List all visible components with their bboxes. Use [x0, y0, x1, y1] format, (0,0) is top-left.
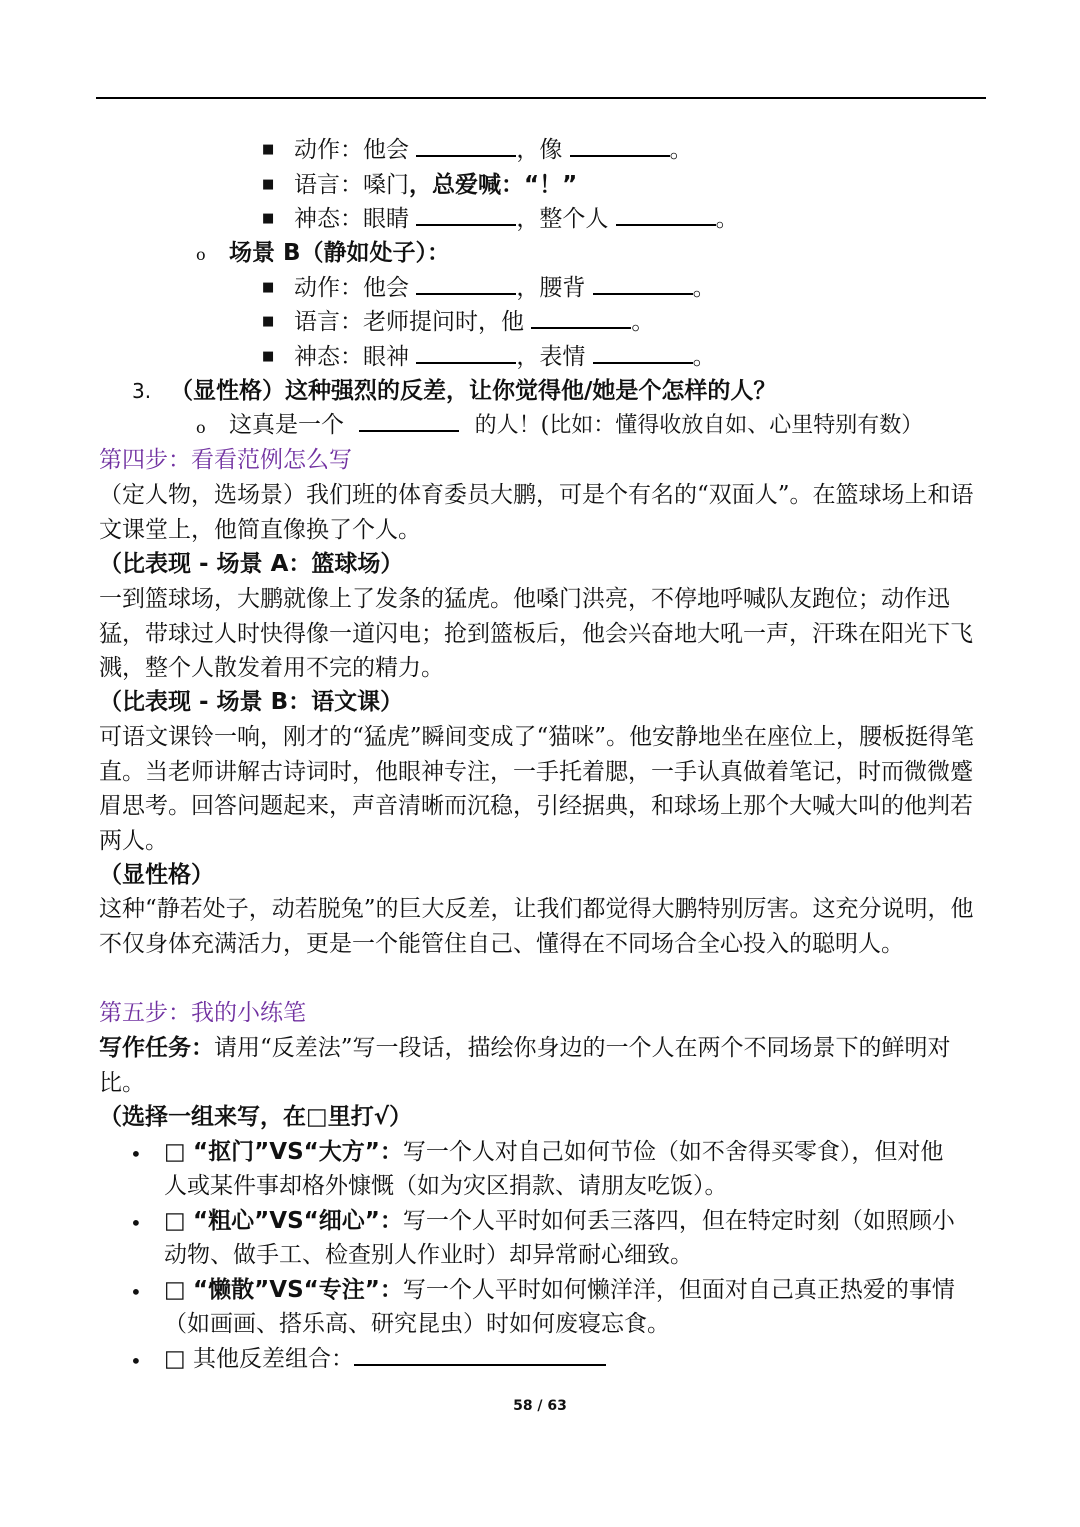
step4-paragraph-3: 可语文课铃一响，刚才的“猛虎”瞬间变成了“猫咪”。他安静地坐在座位上，腰板挺得笔直。当老师讲解古诗词时，他眼神专注，一手托着腮，一手认真做着笔记，时而微微蹙眉思考。回答问题起来，声音清晰而沉稳，引经据典，和球场上那个大喊大叫的他判若两人。	[99, 724, 975, 854]
item3-answer-pre: 这真是一个	[229, 412, 344, 438]
option-1-line-1	[164, 1135, 943, 1169]
option-3-line-1	[164, 1273, 955, 1307]
step5-task	[99, 1031, 984, 1100]
circle-bullet-icon: o	[196, 418, 206, 437]
option-1-line-2: 人或某件事却格外慷慨（如为灾区捐款、请朋友吃饭）。	[164, 1173, 728, 1199]
punct: 。	[715, 206, 739, 232]
punct: 。	[631, 309, 655, 335]
square-bullet-icon: ■	[262, 314, 275, 329]
scene-a-speech-line	[294, 168, 577, 202]
option-4-line	[164, 1342, 606, 1376]
checkbox-icon[interactable]: □	[164, 1346, 186, 1372]
item3-answer-post: 的人！(比如：懂得收放自如、心里特别有数）	[474, 413, 924, 438]
blank-line[interactable]	[593, 340, 693, 364]
scene-b-action-label: 动作：他会	[294, 275, 409, 301]
scene-b-speech-line	[294, 305, 654, 339]
checkbox-icon[interactable]: □	[164, 1208, 186, 1234]
step5-choose-instruction: （选择一组来写，在□里打√）	[99, 1104, 413, 1130]
option-2-text: 写一个人平时如何丢三落四，但在特定时刻（如照顾小	[402, 1208, 955, 1234]
item3-question: （显性格）这种强烈的反差，让你觉得他/她是个怎样的人？	[170, 378, 777, 404]
blank-line[interactable]	[416, 133, 516, 157]
scene-a-action-label: 动作：他会	[294, 137, 409, 163]
step4-paragraph-4: 这种“静若处子，动若脱兔”的巨大反差，让我们都觉得大鹏特别厉害。这充分说明，他不仅身体充满活力，更是一个能管住自己、懂得在不同场合全心投入的聪明人。	[99, 896, 974, 957]
scene-a-action-mid: ，像	[516, 137, 563, 163]
blank-line[interactable]	[359, 408, 459, 432]
blank-line[interactable]	[416, 271, 516, 295]
scene-a-speech-bold: ，总爱喊：“！”	[409, 172, 578, 198]
blank-line[interactable]	[593, 271, 693, 295]
checkbox-icon[interactable]: □	[164, 1277, 186, 1303]
scene-b-expression-line	[294, 340, 716, 374]
step5-title: 第五步：我的小练笔	[99, 1000, 306, 1026]
checkbox-icon[interactable]: □	[164, 1139, 186, 1165]
blank-line[interactable]	[416, 340, 516, 364]
step4-heading-scene-a: （比表现 - 场景 A：篮球场）	[99, 551, 404, 577]
circle-bullet-icon: o	[196, 245, 206, 264]
page-number: 58 / 63	[513, 1398, 567, 1414]
square-bullet-icon: ■	[262, 349, 275, 364]
item-number: 3.	[132, 379, 152, 403]
scene-b-heading: 场景 B（静如处子）：	[229, 240, 451, 266]
option-3-text: 写一个人平时如何懒洋洋，但面对自己真正热爱的事情	[402, 1277, 955, 1303]
square-bullet-icon: ■	[262, 142, 275, 157]
item3-answer-line	[229, 408, 923, 443]
option-1-title: “抠门”VS“大方”：	[193, 1139, 403, 1165]
header-rule	[96, 97, 986, 99]
blank-line[interactable]	[616, 202, 716, 226]
step4-title: 第四步：看看范例怎么写	[99, 447, 352, 473]
punct: 。	[692, 275, 716, 301]
option-1-text: 写一个人对自己如何节俭（如不舍得买零食），但对他	[402, 1139, 944, 1165]
bullet-dot-icon: •	[130, 1349, 142, 1373]
option-2-line-2: 动物、做手工、检查别人作业时）却异常耐心细致。	[164, 1242, 693, 1268]
step4-paragraph-2: 一到篮球场，大鹏就像上了发条的猛虎。他嗓门洪亮，不停地呼喊队友跑位；动作迅猛，带球过人时快得像一道闪电；抢到篮板后，他会兴奋地大吼一声，汗珠在阳光下飞溅，整个人散发着用不完的精力。	[99, 586, 973, 681]
square-bullet-icon: ■	[262, 211, 275, 226]
punct: 。	[669, 137, 693, 163]
punct: 。	[692, 344, 716, 370]
scene-b-action-mid: ，腰背	[516, 275, 586, 301]
option-2-title: “粗心”VS“细心”：	[193, 1208, 403, 1234]
square-bullet-icon: ■	[262, 280, 275, 295]
bullet-dot-icon: •	[130, 1280, 142, 1304]
step4-heading-personality: （显性格）	[99, 862, 214, 888]
scene-a-expression-line	[294, 202, 739, 236]
scene-a-speech-label: 语言：嗓门	[294, 172, 409, 198]
square-bullet-icon: ■	[262, 177, 275, 192]
option-2-line-1	[164, 1204, 955, 1238]
blank-line[interactable]	[570, 133, 670, 157]
blank-line[interactable]	[531, 305, 631, 329]
scene-b-expression-mid: ，表情	[516, 344, 586, 370]
option-3-title: “懒散”VS“专注”：	[193, 1277, 403, 1303]
scene-b-expression-label: 神态：眼神	[294, 344, 409, 370]
scene-a-expression-mid: ，整个人	[516, 206, 609, 232]
option-3-line-2: （如画画、搭乐高、研究昆虫）时如何废寝忘食。	[164, 1311, 670, 1337]
blank-line[interactable]	[354, 1342, 606, 1366]
blank-line[interactable]	[416, 202, 516, 226]
task-label: 写作任务：	[99, 1035, 214, 1061]
step4-heading-scene-b: （比表现 - 场景 B：语文课）	[99, 689, 404, 715]
option-4-text: 其他反差组合：	[193, 1346, 355, 1372]
bullet-dot-icon: •	[130, 1142, 142, 1166]
step4-paragraph-1: （定人物，选场景）我们班的体育委员大鹏，可是个有名的“双面人”。在篮球场上和语文课堂上，他简直像换了个人。	[99, 482, 974, 543]
scene-a-expression-label: 神态：眼睛	[294, 206, 409, 232]
bullet-dot-icon: •	[130, 1211, 142, 1235]
task-text: 请用“反差法”写一段话，描绘你身边的一个人在两个不同场景下的鲜明对比。	[99, 1035, 951, 1096]
scene-b-speech-label: 语言：老师提问时，他	[294, 309, 524, 335]
scene-a-action-line	[294, 133, 693, 167]
scene-b-action-line	[294, 271, 716, 305]
